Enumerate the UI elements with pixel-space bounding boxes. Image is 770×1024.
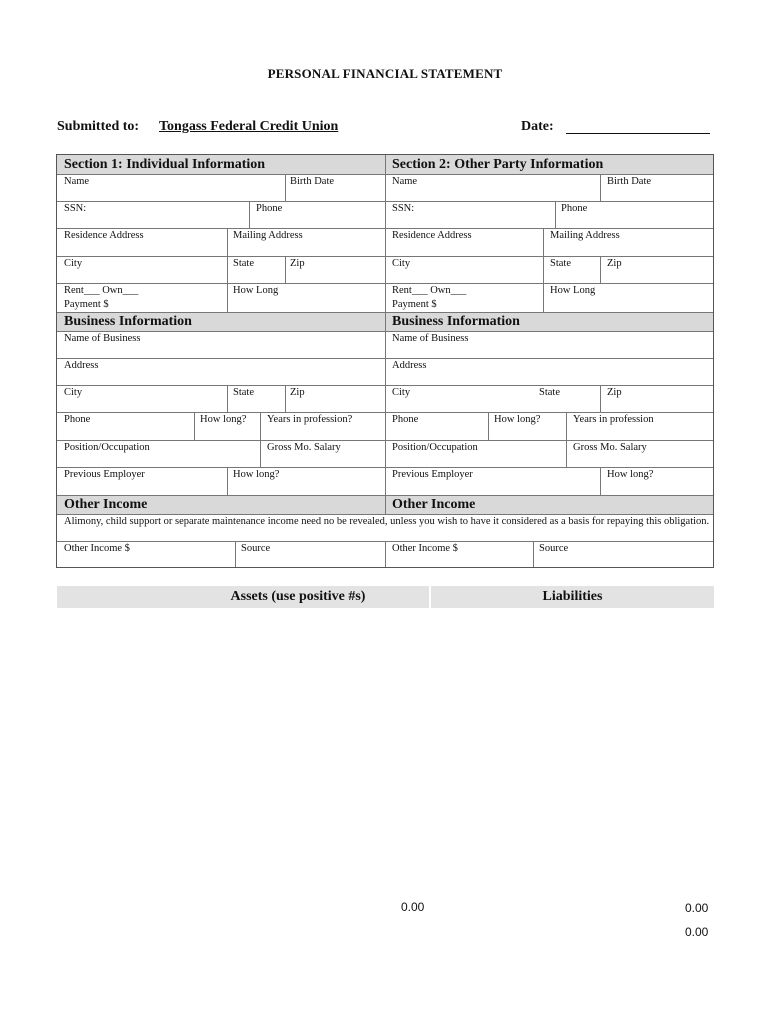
s2-city-field[interactable]: City [392,258,411,269]
s1-state-field[interactable]: State [233,258,254,269]
s2-business-address-field[interactable]: Address [392,360,427,371]
page-title: PERSONAL FINANCIAL STATEMENT [267,66,503,81]
date-field[interactable] [566,133,710,134]
s1-business-address-field[interactable]: Address [64,360,99,371]
s1-rent-own-field[interactable]: Rent___ Own___ [64,285,139,296]
s2-name-field[interactable]: Name [392,176,418,187]
s1-residence-address-field[interactable]: Residence Address [64,230,144,241]
s1-payment-field[interactable]: Payment $ [64,299,109,310]
s2-business-phone-field[interactable]: Phone [392,414,419,425]
s2-ssn-field[interactable]: SSN: [392,203,415,214]
s2-business-zip-field[interactable]: Zip [607,387,622,398]
s2-state-field[interactable]: State [550,258,571,269]
s1-years-in-profession-field[interactable]: Years in profession? [267,414,353,425]
liabilities-header: Liabilities [542,589,603,604]
s1-name-field[interactable]: Name [64,176,90,187]
s2-other-income-header: Other Income [392,497,476,512]
s2-previous-employer-field[interactable]: Previous Employer [392,469,473,480]
s2-how-long-field[interactable]: How Long [550,285,596,296]
s2-position-field[interactable]: Position/Occupation [392,442,478,453]
s2-payment-field[interactable]: Payment $ [392,299,437,310]
s1-previous-employer-field[interactable]: Previous Employer [64,469,145,480]
section1-header: Section 1: Individual Information [64,157,266,172]
s1-business-state-field[interactable]: State [233,387,254,398]
liabilities-total-secondary: 0.00 [685,925,709,939]
s1-position-field[interactable]: Position/Occupation [64,442,150,453]
s2-source-field[interactable]: Source [539,543,569,554]
section2-header: Section 2: Other Party Information [392,157,604,172]
s2-business-city-field[interactable]: City [392,387,411,398]
s1-city-field[interactable]: City [64,258,83,269]
s1-ssn-field[interactable]: SSN: [64,203,87,214]
s2-other-income-field[interactable]: Other Income $ [392,543,458,554]
s1-business-name-field[interactable]: Name of Business [64,333,141,344]
s1-previous-how-long-field[interactable]: How long? [233,469,280,480]
s1-how-long-field[interactable]: How Long [233,285,279,296]
information-form [56,154,714,568]
s1-other-income-header: Other Income [64,497,148,512]
s2-business-name-field[interactable]: Name of Business [392,333,469,344]
s1-business-header: Business Information [64,314,192,329]
s2-rent-own-field[interactable]: Rent___ Own___ [392,285,467,296]
s1-mailing-address-field[interactable]: Mailing Address [233,230,303,241]
assets-total: 0.00 [401,900,425,914]
s2-phone-field[interactable]: Phone [561,203,588,214]
s2-gross-salary-field[interactable]: Gross Mo. Salary [573,442,647,453]
s1-birth-date-field[interactable]: Birth Date [290,176,335,187]
liabilities-total: 0.00 [685,901,709,915]
submitted-to-value: Tongass Federal Credit Union [159,119,339,134]
assets-header: Assets (use positive #s) [230,589,366,604]
s1-business-zip-field[interactable]: Zip [290,387,305,398]
s1-zip-field[interactable]: Zip [290,258,305,269]
s2-mailing-address-field[interactable]: Mailing Address [550,230,620,241]
submitted-to-label: Submitted to: [57,119,140,134]
s2-business-state-field[interactable]: State [539,387,560,398]
s1-source-field[interactable]: Source [241,543,271,554]
s1-business-phone-field[interactable]: Phone [64,414,91,425]
s1-business-city-field[interactable]: City [64,387,83,398]
s1-phone-field[interactable]: Phone [256,203,283,214]
s1-gross-salary-field[interactable]: Gross Mo. Salary [267,442,341,453]
s2-years-in-profession-field[interactable]: Years in profession [573,414,654,425]
s2-business-header: Business Information [392,314,520,329]
date-label: Date: [521,119,554,134]
s1-other-income-field[interactable]: Other Income $ [64,543,130,554]
s2-residence-address-field[interactable]: Residence Address [392,230,472,241]
s2-birth-date-field[interactable]: Birth Date [607,176,652,187]
s2-business-how-long-field[interactable]: How long? [494,414,541,425]
s2-previous-how-long-field[interactable]: How long? [607,469,654,480]
s2-zip-field[interactable]: Zip [607,258,622,269]
s1-business-how-long-field[interactable]: How long? [200,414,247,425]
alimony-note: Alimony, child support or separate maintenance income need no be revealed, unless you wish to have it considered as a basis for repaying this obligation. [64,516,710,527]
